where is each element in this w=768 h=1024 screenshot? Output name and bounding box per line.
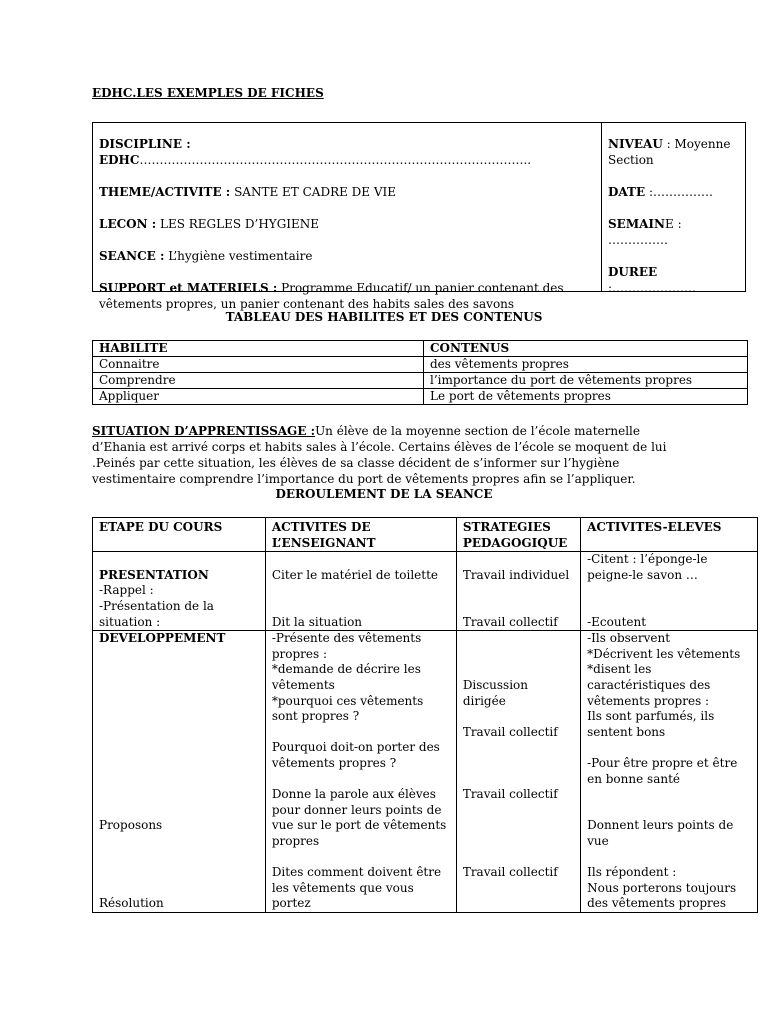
enseignant-cell [265,552,456,631]
niveau-label: NIVEAU [608,137,663,151]
theme-line [99,184,595,200]
duree-label: DUREE [608,265,658,279]
student-activity: Nous porterons toujours des vêtements propres [587,880,737,911]
theme-label: THEME/ACTIVITE : [99,185,231,199]
niveau-line [608,136,739,168]
discipline-label: DISCIPLINE : EDHC [99,137,191,167]
theme-value: SANTE ET CADRE DE VIE [230,185,397,199]
strategy: Discussion dirigée [462,677,528,708]
contenu-cell: l’importance du port de vêtements propres [424,373,748,389]
seance-value: L’hygiène vestimentaire [164,249,313,263]
student-activity: *Décrivent les vêtements [587,646,741,661]
strategie-cell [456,552,580,631]
eleves-cell [581,552,758,631]
teacher-activity: *pourquoi ces vêtements sont propres ? [271,693,424,724]
student-activity: Donnent leurs points de vue [587,818,734,848]
strategie-cell [456,631,580,913]
teacher-activity: -Présente des vêtements propres : [271,631,422,661]
strategy: Travail collectif [462,614,558,629]
teacher-activity: Pourquoi doit-on porter des vêtements propres ? [271,740,440,770]
col-habilite-header: HABILITE [93,341,424,357]
habilites-table [92,340,748,405]
contenu-cell: des vêtements propres [424,357,748,373]
date-value: :…………… [645,185,713,199]
lecon-line [99,216,595,232]
etape-cell [93,631,266,913]
teacher-activity: Dites comment doivent être les vêtements que vous portez [271,865,442,911]
student-activity: Ils répondent : [587,865,677,880]
eleves-cell [581,631,758,913]
teacher-activity: Dit la situation [271,614,363,629]
seance-label: SEANCE : [99,249,165,263]
teacher-activity: Citer le matériel de toilette [271,567,439,582]
support-label: SUPPORT et MATERIELS : [99,281,278,295]
lesson-info [93,123,602,311]
lecon-label: LECON : [99,217,157,231]
col-enseignant-header: ACTIVITES DE L’ENSEIGNANT [265,518,456,552]
deroulement-table [92,517,758,913]
student-activity: -Ecoutent [587,614,647,629]
habilite-cell: Appliquer [93,389,424,405]
table-header-row [93,341,748,357]
student-activity: -Citent : l’éponge-le peigne-le savon … [587,552,708,582]
col-eleves-header: ACTIVITES-ELEVES [581,518,758,552]
col-contenus-header: CONTENUS [424,341,748,357]
duree-line [608,264,739,296]
step-developpement: DEVELOPPEMENT [99,631,226,646]
student-activity: *disent les caractéristiques des vêtements propres : [587,662,711,708]
strategy: Travail individuel [462,567,570,582]
step-rappel: -Rappel : [99,583,154,598]
student-activity: -Pour être propre et être en bonne santé [587,755,738,786]
habilite-cell: Comprendre [93,373,424,389]
table-row-presentation [93,552,758,631]
student-activity: -Ils observent [587,631,671,646]
duree-value: :………………… [608,281,697,295]
semaine-line [608,216,739,248]
contenu-cell: Le port de vêtements propres [424,389,748,405]
document-title: EDHC.LES EXEMPLES DE FICHES [92,86,324,100]
lecon-value: LES REGLES D’HYGIENE [156,217,320,231]
semaine-label: SEMAIN [608,217,665,231]
step-resolution: Résolution [99,896,164,911]
step-presentation: PRESENTATION [99,567,209,582]
strategy: Travail collectif [462,787,558,802]
deroulement-title: DEROULEMENT DE LA SEANCE [275,487,493,501]
discipline-line [99,136,595,168]
step-proposons: Proposons [99,818,163,833]
table-row [93,357,748,373]
support-value: Programme Educatif/ un panier contenant des vêtements propres, un panier contenant des habits sales des savons [99,281,564,311]
situation-label: SITUATION D’APPRENTISSAGE : [92,424,316,438]
strategy: Travail collectif [462,724,558,739]
date-label: DATE [608,185,646,199]
table-row [93,373,748,389]
strategy: Travail collectif [462,865,558,880]
lesson-header-box [92,122,746,311]
situation-apprentissage [92,423,692,487]
table-row [93,389,748,405]
date-line [608,184,739,200]
table-row-developpement [93,631,758,913]
situation-text: Un élève de la moyenne section de l’école maternelle d’Ehania est arrivé corps et habits sales à l’école. Certains élèves de l’école se moquent de lui .Peinés par cette situation, les élèves de sa classe décident de s’informer sur l’hygiène vestimentaire comprendre l’importance du port de vêtements propres afin se l’appliquer. [92,424,667,486]
teacher-activity: *demande de décrire les vêtements [271,662,421,692]
teacher-activity: Donne la parole aux élèves pour donner leurs points de vue sur le port de vêtements propres [271,787,447,848]
seance-line [99,248,595,264]
etape-cell [93,552,266,631]
enseignant-cell [265,631,456,913]
lesson-meta [602,123,745,295]
habilites-title: TABLEAU DES HABILITES ET DES CONTENUS [225,310,543,324]
niveau-value: : Moyenne Section [608,137,731,167]
discipline-dots: …………………………………………………………………………………….. [139,153,532,167]
support-line [99,280,595,312]
student-activity: Ils sont parfumés, ils sentent bons [587,709,715,739]
col-etape-header: ETAPE DU COURS [93,518,266,552]
col-strategies-header: STRATEGIES PEDAGOGIQUE [456,518,580,552]
step-pres-situation: -Présentation de la situation : [99,598,214,629]
table-header-row [93,518,758,552]
semaine-value: E : …………… [608,217,682,247]
habilite-cell: Connaitre [93,357,424,373]
